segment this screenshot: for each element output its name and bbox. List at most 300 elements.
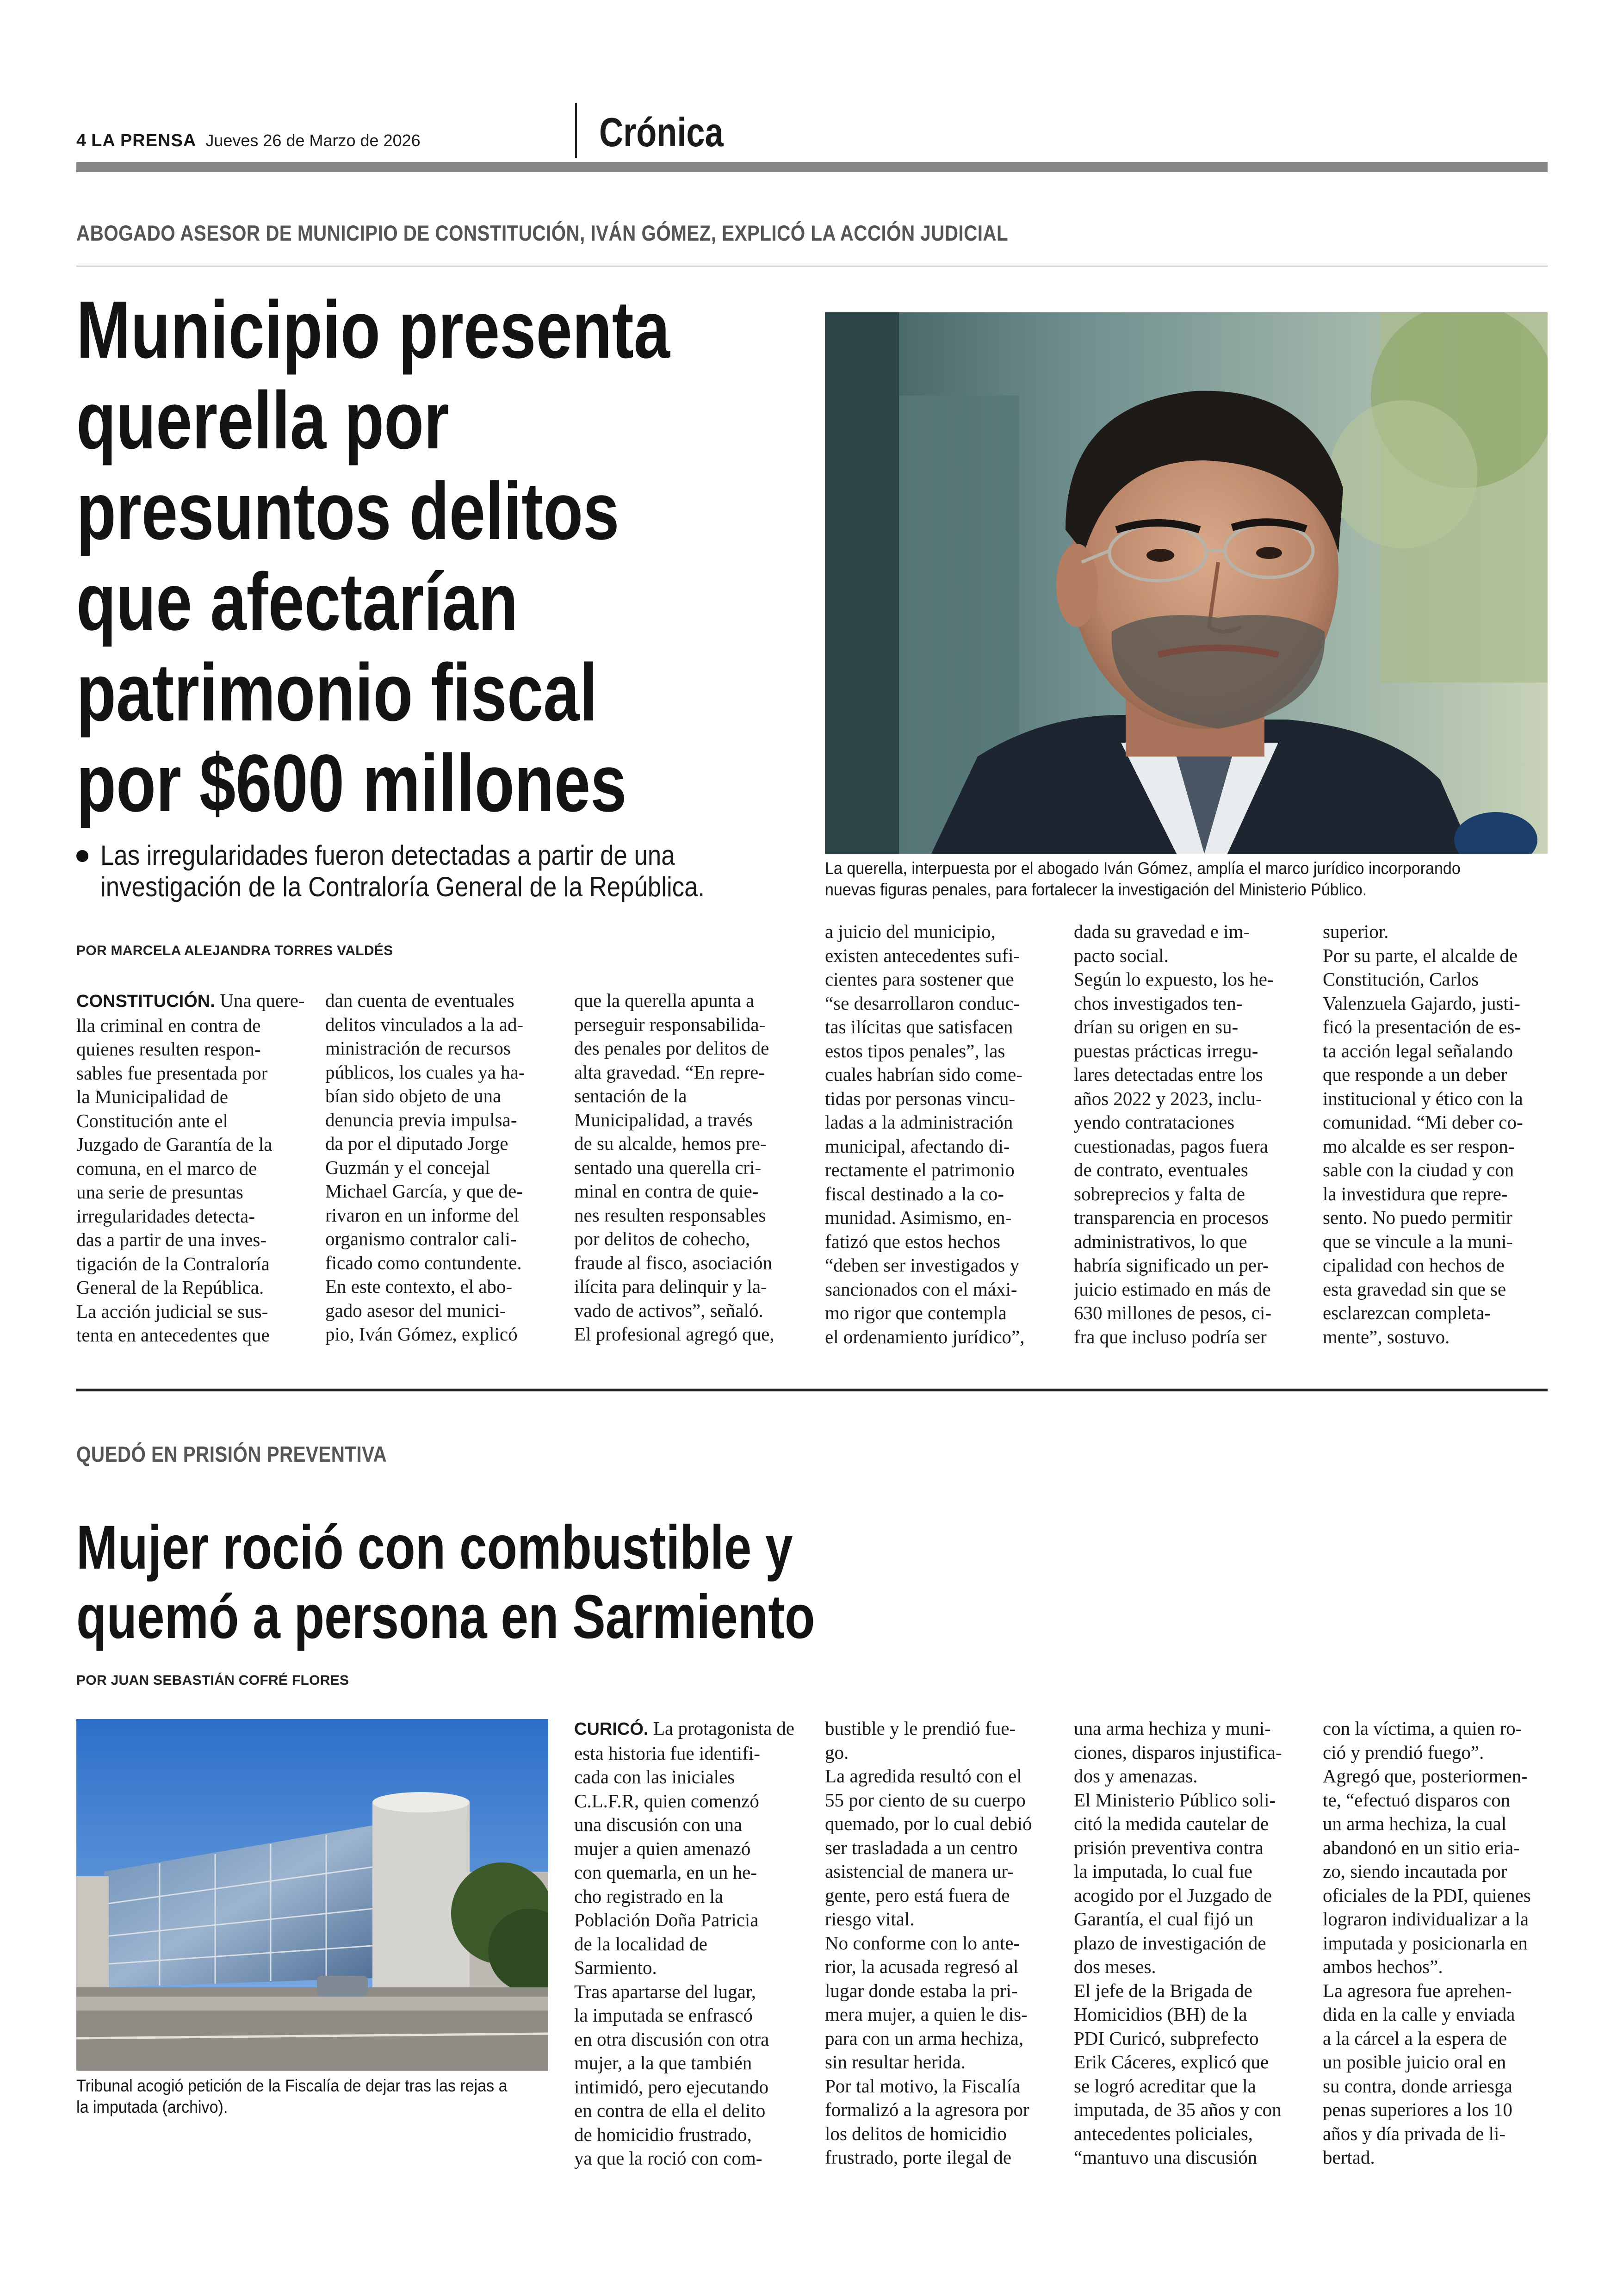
body-text: irregularidades detecta- — [76, 1205, 255, 1227]
body-text: zo, siendo incautada por — [1323, 1861, 1507, 1882]
body-text: vado de activos”, señaló. — [574, 1299, 763, 1321]
caption-line: nuevas figuras penales, para fortalecer la investigación del Ministerio Público. — [825, 880, 1367, 899]
body-line — [76, 1204, 308, 1229]
body-line — [574, 1156, 805, 1180]
body-line — [825, 2146, 1056, 2170]
body-text: No conforme con lo ante- — [825, 1932, 1020, 1954]
body-text: alta gravedad. “En repre- — [574, 1061, 765, 1083]
body-line — [1323, 2027, 1554, 2051]
body-text: cipalidad con hechos de — [1323, 1254, 1505, 1276]
headline-line: que afectarían — [76, 557, 518, 647]
body-text: mera mujer, a quien le dis- — [825, 2004, 1028, 2025]
body-line — [1323, 1325, 1554, 1349]
body-text: intimidó, pero ejecutando — [574, 2076, 769, 2097]
body-line — [574, 2004, 805, 2028]
body-line — [1074, 1230, 1305, 1254]
body-line — [1323, 1788, 1554, 1812]
body-text: go. — [825, 1741, 849, 1763]
body-line — [825, 1979, 1056, 2003]
body-line — [825, 1301, 1056, 1325]
article2-kicker: QUEDÓ EN PRISIÓN PREVENTIVA — [76, 1442, 387, 1466]
body-text: sable con la ciudad y con — [1323, 1159, 1514, 1180]
newspaper-name: LA PRENSA — [91, 131, 197, 150]
body-text: Agregó que, posteriormen- — [1323, 1765, 1528, 1787]
headline-line: patrimonio fiscal — [76, 647, 598, 738]
body-line — [1074, 2122, 1305, 2146]
body-line — [825, 1158, 1056, 1182]
body-line — [825, 1206, 1056, 1230]
body-line — [825, 1039, 1056, 1063]
body-line — [574, 2028, 805, 2052]
body-line — [825, 2122, 1056, 2146]
text-column — [1074, 1717, 1305, 2170]
body-line — [1074, 944, 1305, 968]
body-line — [1323, 1206, 1554, 1230]
body-line — [574, 1932, 805, 1956]
body-text: ciones, disparos injustifica- — [1074, 1741, 1282, 1763]
body-text: Por su parte, el alcalde de — [1323, 944, 1518, 966]
body-text: que se vincule a la muni- — [1323, 1230, 1513, 1252]
body-text: de contrato, eventuales — [1074, 1159, 1248, 1180]
body-text: oficiales de la PDI, quienes — [1323, 1884, 1531, 1906]
body-text: cientes para sostener que — [825, 968, 1014, 990]
body-text: La agredida resultó con el — [825, 1765, 1022, 1787]
body-line — [1323, 1182, 1554, 1206]
body-line — [825, 1015, 1056, 1039]
article1-byline: POR MARCELA ALEJANDRA TORRES VALDÉS — [76, 943, 393, 958]
article1-headline — [76, 285, 818, 829]
body-line — [1323, 1087, 1554, 1111]
body-text: gado asesor del munici- — [325, 1299, 506, 1321]
body-line — [1323, 2122, 1554, 2146]
body-text: ladas a la administración — [825, 1111, 1013, 1133]
body-line — [574, 1227, 805, 1251]
body-text: comunidad. “Mi deber co- — [1323, 1111, 1523, 1133]
article2-photo — [76, 1719, 548, 2071]
body-text: imputada y posicionarla en — [1323, 1932, 1528, 1954]
body-text: transparencia en procesos — [1074, 1207, 1269, 1228]
body-text: se logró acreditar que la — [1074, 2075, 1256, 2097]
body-text: ser trasladada a un centro — [825, 1837, 1018, 1858]
body-text: Según lo expuesto, los he- — [1074, 968, 1274, 990]
body-line — [825, 1931, 1056, 1955]
body-text: tas ilícitas que satisfacen — [825, 1016, 1013, 1037]
section-title: Crónica — [599, 109, 724, 155]
body-line — [325, 989, 557, 1013]
body-line — [825, 2003, 1056, 2027]
body-text: cuales habrían sido come- — [825, 1064, 1022, 1085]
body-line — [325, 1108, 557, 1132]
body-text: fatizó que estos hechos — [825, 1230, 1001, 1252]
body-text: Población Doña Patricia — [574, 1909, 759, 1930]
body-line — [574, 1908, 805, 1932]
body-line — [574, 2051, 805, 2075]
body-text: pacto social. — [1074, 944, 1169, 966]
body-text: rivaron en un informe del — [325, 1204, 519, 1226]
text-column — [1323, 920, 1554, 1349]
body-line — [574, 1885, 805, 1909]
body-text: cho registrado en la — [574, 1885, 724, 1907]
body-text: riesgo vital. — [825, 1908, 915, 1930]
body-text: organismo contralor cali- — [325, 1228, 517, 1249]
deck-line: investigación de la Contraloría General de la República. — [100, 871, 705, 902]
body-text: sentación de la — [574, 1085, 687, 1106]
body-line — [1323, 1836, 1554, 1860]
body-text: bustible y le prendió fue- — [825, 1718, 1016, 1739]
body-text: la imputada, lo cual fue — [1074, 1861, 1252, 1882]
body-text: Por tal motivo, la Fiscalía — [825, 2075, 1021, 2097]
body-text: de la localidad de — [574, 1933, 708, 1955]
body-line — [574, 1742, 805, 1766]
body-line — [1074, 1764, 1305, 1788]
body-line — [1074, 1253, 1305, 1278]
body-line — [1323, 1907, 1554, 1931]
body-line — [325, 1061, 557, 1085]
body-line — [1323, 1111, 1554, 1135]
body-text: C.L.F.R, quien comenzó — [574, 1790, 759, 1812]
body-text: tigación de la Contraloría — [76, 1253, 270, 1274]
body-line — [574, 2075, 805, 2099]
body-text: fra que incluso podría ser — [1074, 1326, 1267, 1347]
body-text: los delitos de homicidio — [825, 2122, 1007, 2144]
body-text: Guzmán y el concejal — [325, 1156, 490, 1178]
body-text: 630 millones de pesos, ci- — [1074, 1302, 1272, 1323]
body-text: públicos, los cuales ya ha- — [325, 1061, 525, 1083]
body-text: formalizó a la agresora por — [825, 2099, 1029, 2120]
body-line — [825, 1135, 1056, 1159]
body-line — [1074, 1158, 1305, 1182]
body-line — [1074, 1206, 1305, 1230]
body-line — [1323, 944, 1554, 968]
body-text: esclarezcan completa- — [1323, 1302, 1491, 1323]
body-line — [1323, 2050, 1554, 2074]
headline-line: querella por — [76, 375, 449, 466]
body-line — [1323, 1860, 1554, 1884]
article1-kicker: ABOGADO ASESOR DE MUNICIPIO DE CONSTITUCIÓN, IVÁN GÓMEZ, EXPLICÓ LA ACCIÓN JUDICIAL — [76, 221, 1009, 245]
body-text: institucional y ético con la — [1323, 1087, 1523, 1109]
body-line — [1323, 1955, 1554, 1979]
text-column — [574, 1717, 805, 2171]
body-line — [825, 1087, 1056, 1111]
body-line — [1323, 1812, 1554, 1836]
body-line — [1074, 1135, 1305, 1159]
body-line — [325, 1275, 557, 1299]
body-text: la imputada se enfrascó — [574, 2004, 753, 2026]
body-text: chos investigados ten- — [1074, 992, 1243, 1014]
text-column — [1074, 920, 1305, 1349]
body-line — [825, 1907, 1056, 1931]
body-text: sables fue presentada por — [76, 1062, 268, 1084]
body-text: acogido por el Juzgado de — [1074, 1884, 1272, 1906]
body-line — [1074, 1063, 1305, 1087]
body-text: quienes resulten respon- — [76, 1038, 261, 1060]
body-text: dada su gravedad e im- — [1074, 921, 1250, 942]
headline-line: quemó a persona en Sarmiento — [76, 1582, 815, 1651]
body-text: te, “efectuó disparos con — [1323, 1789, 1511, 1811]
body-text: Juzgado de Garantía de la — [76, 1134, 273, 1155]
body-text: lares detectadas entre los — [1074, 1064, 1263, 1085]
dateline: CONSTITUCIÓN. — [76, 992, 220, 1011]
body-text: una arma hechiza y muni- — [1074, 1718, 1271, 1739]
body-line — [1323, 1015, 1554, 1039]
body-line — [1323, 1230, 1554, 1254]
text-column — [574, 989, 805, 1347]
body-text: lugar donde estaba la pri- — [825, 1980, 1018, 2001]
body-text: “se desarrollaron conduc- — [825, 992, 1020, 1014]
body-text: sin resultar herida. — [825, 2051, 966, 2073]
body-text: imputada, de 35 años y con — [1074, 2099, 1282, 2120]
body-line — [1074, 1812, 1305, 1836]
article2-byline: POR JUAN SEBASTIÁN COFRÉ FLORES — [76, 1673, 349, 1688]
body-line — [1323, 920, 1554, 944]
body-line — [574, 1084, 805, 1108]
section-divider — [76, 1389, 1548, 1391]
body-text: PDI Curicó, subprefecto — [1074, 2027, 1259, 2049]
body-text: El profesional agregó que, — [574, 1323, 774, 1345]
body-line — [1323, 2074, 1554, 2098]
body-line — [76, 1323, 308, 1347]
headline-line: Mujer roció con combustible y — [76, 1513, 793, 1582]
body-line — [1323, 1039, 1554, 1063]
body-line — [1074, 2003, 1305, 2027]
body-line — [1074, 2146, 1305, 2170]
body-line — [1323, 1931, 1554, 1955]
body-line — [76, 1300, 308, 1324]
body-text: ficó la presentación de es- — [1323, 1016, 1521, 1037]
body-line — [1074, 1931, 1305, 1955]
body-line — [1074, 2074, 1305, 2098]
body-text: perseguir responsabilida- — [574, 1013, 766, 1035]
body-text: superior. — [1323, 921, 1389, 942]
body-text: dida en la calle y enviada — [1323, 2004, 1515, 2025]
body-text: de homicidio frustrado, — [574, 2123, 752, 2145]
body-line — [825, 1278, 1056, 1302]
body-text: General de la República. — [76, 1277, 264, 1298]
issue-date: Jueves 26 de Marzo de 2026 — [205, 131, 421, 150]
body-line — [1074, 2098, 1305, 2122]
body-line — [1074, 1836, 1305, 1860]
dateline: CURICÓ. — [574, 1719, 653, 1739]
body-line — [825, 1063, 1056, 1087]
page-folio — [76, 131, 421, 151]
body-line — [1323, 1158, 1554, 1182]
body-line — [825, 1253, 1056, 1278]
body-line — [574, 1251, 805, 1275]
body-text: La acción judicial se sus- — [76, 1300, 268, 1322]
body-text: 55 por ciento de su cuerpo — [825, 1789, 1026, 1811]
body-text: cada con las iniciales — [574, 1766, 735, 1787]
body-text: frustrado, porte ilegal de — [825, 2147, 1012, 2168]
body-line — [574, 1132, 805, 1156]
body-text: lla criminal en contra de — [76, 1014, 261, 1036]
body-line — [825, 1230, 1056, 1254]
article1-caption — [825, 858, 1549, 900]
body-text: denuncia previa impulsa- — [325, 1109, 517, 1130]
body-text: administrativos, lo que — [1074, 1230, 1247, 1252]
body-text: en contra de ella el delito — [574, 2100, 766, 2121]
body-line — [1323, 968, 1554, 992]
body-line — [825, 1764, 1056, 1788]
body-text: juicio estimado en más de — [1074, 1278, 1271, 1300]
body-text: sento. No puedo permitir — [1323, 1207, 1512, 1228]
body-text: estos tipos penales”, las — [825, 1040, 1005, 1061]
body-text: drían su origen en su- — [1074, 1016, 1239, 1037]
body-line — [325, 1013, 557, 1037]
body-text: sancionados con el máxi- — [825, 1278, 1017, 1300]
caption-line: La querella, interpuesta por el abogado Iván Gómez, amplía el marco jurídico incorporando — [825, 859, 1461, 878]
body-line — [1074, 2027, 1305, 2051]
body-line — [1323, 2146, 1554, 2170]
body-text: esta historia fue identifi- — [574, 1742, 760, 1764]
text-column — [76, 989, 308, 1347]
body-text: años 2022 y 2023, inclu- — [1074, 1087, 1262, 1109]
body-line — [1074, 1788, 1305, 1812]
header-rule — [76, 162, 1548, 172]
body-line — [1074, 968, 1305, 992]
body-line — [825, 1741, 1056, 1765]
body-line — [325, 1156, 557, 1180]
body-line — [1074, 2050, 1305, 2074]
body-text: un posible juicio oral en — [1323, 2051, 1506, 2073]
body-line — [1074, 1860, 1305, 1884]
body-text: lograron individualizar a la — [1323, 1908, 1529, 1930]
body-text: años y día privada de li- — [1323, 2122, 1506, 2144]
body-line — [76, 1133, 308, 1157]
body-text: dos y amenazas. — [1074, 1765, 1198, 1787]
body-line — [325, 1322, 557, 1347]
body-text: mo rigor que contempla — [825, 1302, 1007, 1323]
body-line — [825, 1836, 1056, 1860]
body-text: con quemarla, en un he- — [574, 1862, 757, 1883]
body-line — [1323, 992, 1554, 1016]
body-line — [76, 1180, 308, 1204]
body-text: con la víctima, a quien ro- — [1323, 1718, 1522, 1739]
body-text: Tras apartarse del lugar, — [574, 1980, 756, 2002]
body-text: nes resulten responsables — [574, 1204, 766, 1226]
body-text: una discusión con una — [574, 1814, 743, 1835]
body-line — [574, 1179, 805, 1204]
text-column — [825, 1717, 1056, 2170]
body-line — [825, 1884, 1056, 1908]
body-line — [574, 2123, 805, 2147]
body-text: fraude al fisco, asociación — [574, 1252, 773, 1273]
body-text: yendo contrataciones — [1074, 1111, 1235, 1133]
headline-line: Municipio presenta — [76, 285, 670, 375]
body-text: dan cuenta de eventuales — [325, 990, 514, 1011]
body-text: minal en contra de quie- — [574, 1180, 759, 1202]
body-text: pio, Iván Gómez, explicó — [325, 1323, 518, 1345]
body-line — [574, 1299, 805, 1323]
body-text: mujer, a la que también — [574, 2052, 752, 2073]
body-line — [1074, 1741, 1305, 1765]
body-line — [825, 2098, 1056, 2122]
body-line — [325, 1036, 557, 1061]
body-line — [574, 1013, 805, 1037]
body-line — [1323, 1717, 1554, 1741]
body-text: mujer a quien amenazó — [574, 1837, 751, 1859]
body-text: sobreprecios y falta de — [1074, 1183, 1245, 1204]
body-line — [574, 1765, 805, 1789]
article2-headline — [76, 1513, 1000, 1652]
body-line — [574, 1275, 805, 1299]
body-text: Constitución ante el — [76, 1110, 228, 1131]
body-line — [76, 1061, 308, 1086]
body-text: a juicio del municipio, — [825, 921, 996, 942]
bullet-icon — [76, 850, 88, 862]
body-text: municipal, afectando di- — [825, 1135, 1010, 1157]
body-line — [1074, 1087, 1305, 1111]
body-text: una serie de presuntas — [76, 1181, 243, 1203]
body-text: fiscal destinado a la co- — [825, 1183, 1004, 1204]
body-text: dos meses. — [1074, 1956, 1156, 1977]
body-text: ya que la roció con com- — [574, 2147, 762, 2169]
body-text: rior, la acusada regresó al — [825, 1956, 1019, 1977]
body-line — [1074, 1325, 1305, 1349]
body-text: da por el diputado Jorge — [325, 1133, 508, 1154]
body-line — [574, 1036, 805, 1061]
body-line — [76, 1109, 308, 1133]
body-line — [825, 1955, 1056, 1979]
body-line — [325, 1084, 557, 1108]
body-line — [574, 1837, 805, 1861]
body-text: ta acción legal señalando — [1323, 1040, 1513, 1061]
body-text: ilícita para delinquir y la- — [574, 1276, 767, 1297]
body-line — [574, 1813, 805, 1837]
body-text: delitos vinculados a la ad- — [325, 1013, 524, 1035]
body-line — [825, 992, 1056, 1016]
body-text: tidas por personas vincu- — [825, 1087, 1016, 1109]
kicker-rule — [76, 266, 1548, 267]
body-line — [574, 1717, 805, 1742]
body-line — [825, 920, 1056, 944]
body-text: Michael García, y que de- — [325, 1180, 523, 1202]
body-line — [1323, 1884, 1554, 1908]
body-text: esta gravedad sin que se — [1323, 1278, 1506, 1300]
body-line — [1074, 1278, 1305, 1302]
body-text: Garantía, el cual fijó un — [1074, 1908, 1254, 1930]
body-text: El Ministerio Público soli- — [1074, 1789, 1276, 1811]
caption-line: la imputada (archivo). — [76, 2097, 228, 2116]
body-text: Homicidios (BH) de la — [1074, 2004, 1247, 2025]
body-line — [825, 2074, 1056, 2098]
body-line — [825, 1860, 1056, 1884]
body-line — [76, 1228, 308, 1252]
body-text: Sarmiento. — [574, 1957, 657, 1978]
body-line — [76, 1014, 308, 1038]
body-text: ció y prendió fuego”. — [1323, 1741, 1484, 1763]
body-text: el ordenamiento jurídico”, — [825, 1326, 1025, 1347]
header-separator — [575, 103, 577, 158]
body-line — [1323, 1135, 1554, 1159]
body-text: das a partir de una inves- — [76, 1229, 266, 1250]
body-text: La protagonista de — [653, 1718, 795, 1739]
body-line — [1323, 1979, 1554, 2003]
body-line — [825, 1111, 1056, 1135]
body-text: “deben ser investigados y — [825, 1254, 1020, 1276]
body-line — [825, 2050, 1056, 2074]
body-text: para con un arma hechiza, — [825, 2027, 1024, 2049]
body-text: quemado, por lo cual debió — [825, 1813, 1032, 1834]
body-text: su contra, donde arriesga — [1323, 2075, 1512, 2097]
body-line — [1074, 1182, 1305, 1206]
body-text: Una quere- — [220, 990, 305, 1011]
body-line — [1074, 1111, 1305, 1135]
body-line — [574, 1204, 805, 1228]
body-text: cuestionadas, pagos fuera — [1074, 1135, 1269, 1157]
body-text: munidad. Asimismo, en- — [825, 1207, 1012, 1228]
body-line — [325, 1204, 557, 1228]
body-line — [1323, 1253, 1554, 1278]
